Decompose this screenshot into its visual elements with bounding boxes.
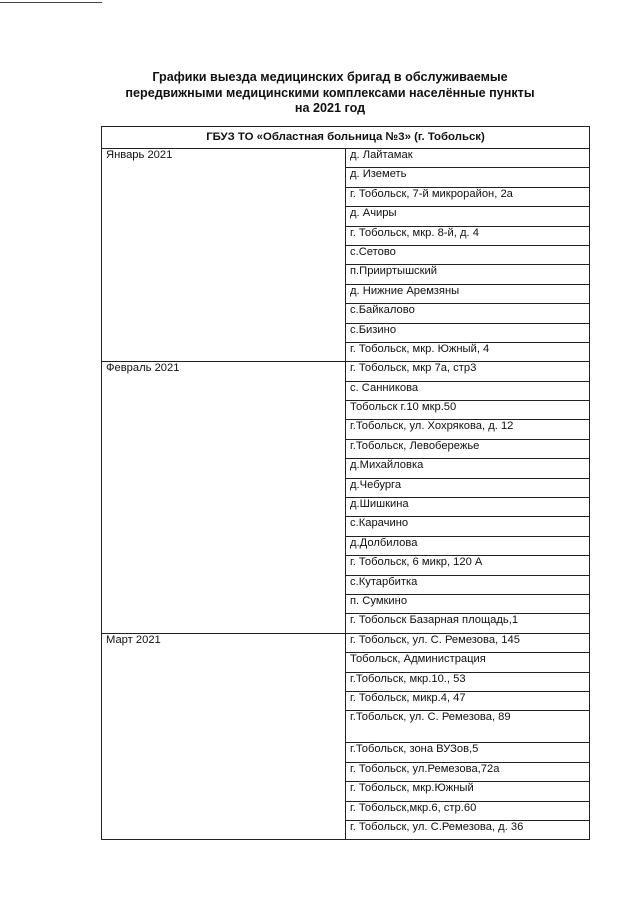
location-cell: Тобольск г.10 мкр.50 [346,401,590,420]
location-cell: д. Лайтамак [346,149,590,168]
title-line-1: Графики выезда медицинских бригад в обслуживаемые [152,70,508,84]
location-cell: Тобольск, Администрация [346,653,590,672]
table-row [102,362,590,381]
location-cell: д. Нижние Аремзяны [346,284,590,303]
location-cell: г. Тобольск, мкр. 8-й, д. 4 [346,226,590,245]
location-cell: с.Кутарбитка [346,575,590,594]
location-cell: г. Тобольск Базарная площадь,1 [346,614,590,633]
schedule-body [102,149,590,840]
location-cell: г. Тобольск, ул.Ремезова,72а [346,762,590,781]
title-line-2: передвижными медицинскими комплексами населённые пункты [125,85,535,100]
scan-edge-line [0,2,102,3]
location-cell: д. Ачиры [346,207,590,226]
table-row [102,633,590,652]
location-cell: г.Тобольск, ул. Хохрякова, д. 12 [346,420,590,439]
month-cell: Январь 2021 [102,149,346,362]
location-cell: г. Тобольск, мкр. Южный, 4 [346,342,590,361]
location-cell: д.Шишкина [346,498,590,517]
month-cell: Февраль 2021 [102,362,346,633]
location-cell: д.Долбилова [346,536,590,555]
table-header-row [102,127,590,149]
location-cell: с.Байкалово [346,304,590,323]
location-cell: г. Тобольск, микр.4, 47 [346,691,590,710]
location-cell: г. Тобольск, ул. С. Ремезова, 145 [346,633,590,652]
schedule-table [101,126,590,840]
location-cell: г. Тобольск, 6 микр, 120 А [346,556,590,575]
location-cell: с.Бизино [346,323,590,342]
location-cell: г.Тобольск, ул. С. Ремезова, 89 [346,711,590,743]
location-cell: г.Тобольск, мкр.10., 53 [346,672,590,691]
location-cell: г. Тобольск, мкр.Южный [346,782,590,801]
location-cell: г. Тобольск, 7-й микрорайон, 2а [346,187,590,206]
location-cell: д.Михайловка [346,459,590,478]
location-cell: д. Иземеть [346,168,590,187]
location-cell: с. Санникова [346,381,590,400]
location-cell: п. Сумкино [346,594,590,613]
location-cell: с.Сетово [346,245,590,264]
location-cell: г. Тобольск,мкр.6, стр.60 [346,801,590,820]
location-cell: г. Тобольск, мкр 7а, стр3 [346,362,590,381]
location-cell: с.Карачино [346,517,590,536]
location-cell: г. Тобольск, ул. С.Ремезова, д. 36 [346,820,590,839]
location-cell: г.Тобольск, зона ВУЗов,5 [346,743,590,762]
location-cell: п.Прииртышский [346,265,590,284]
document-title [120,70,540,117]
hospital-header: ГБУЗ ТО «Областная больница №3» (г. Тобольск) [102,127,590,149]
title-line-3: на 2021 год [294,101,366,115]
month-cell: Март 2021 [102,633,346,840]
table-row [102,149,590,168]
location-cell: д.Чебурга [346,478,590,497]
location-cell: г.Тобольск, Левобережье [346,439,590,458]
